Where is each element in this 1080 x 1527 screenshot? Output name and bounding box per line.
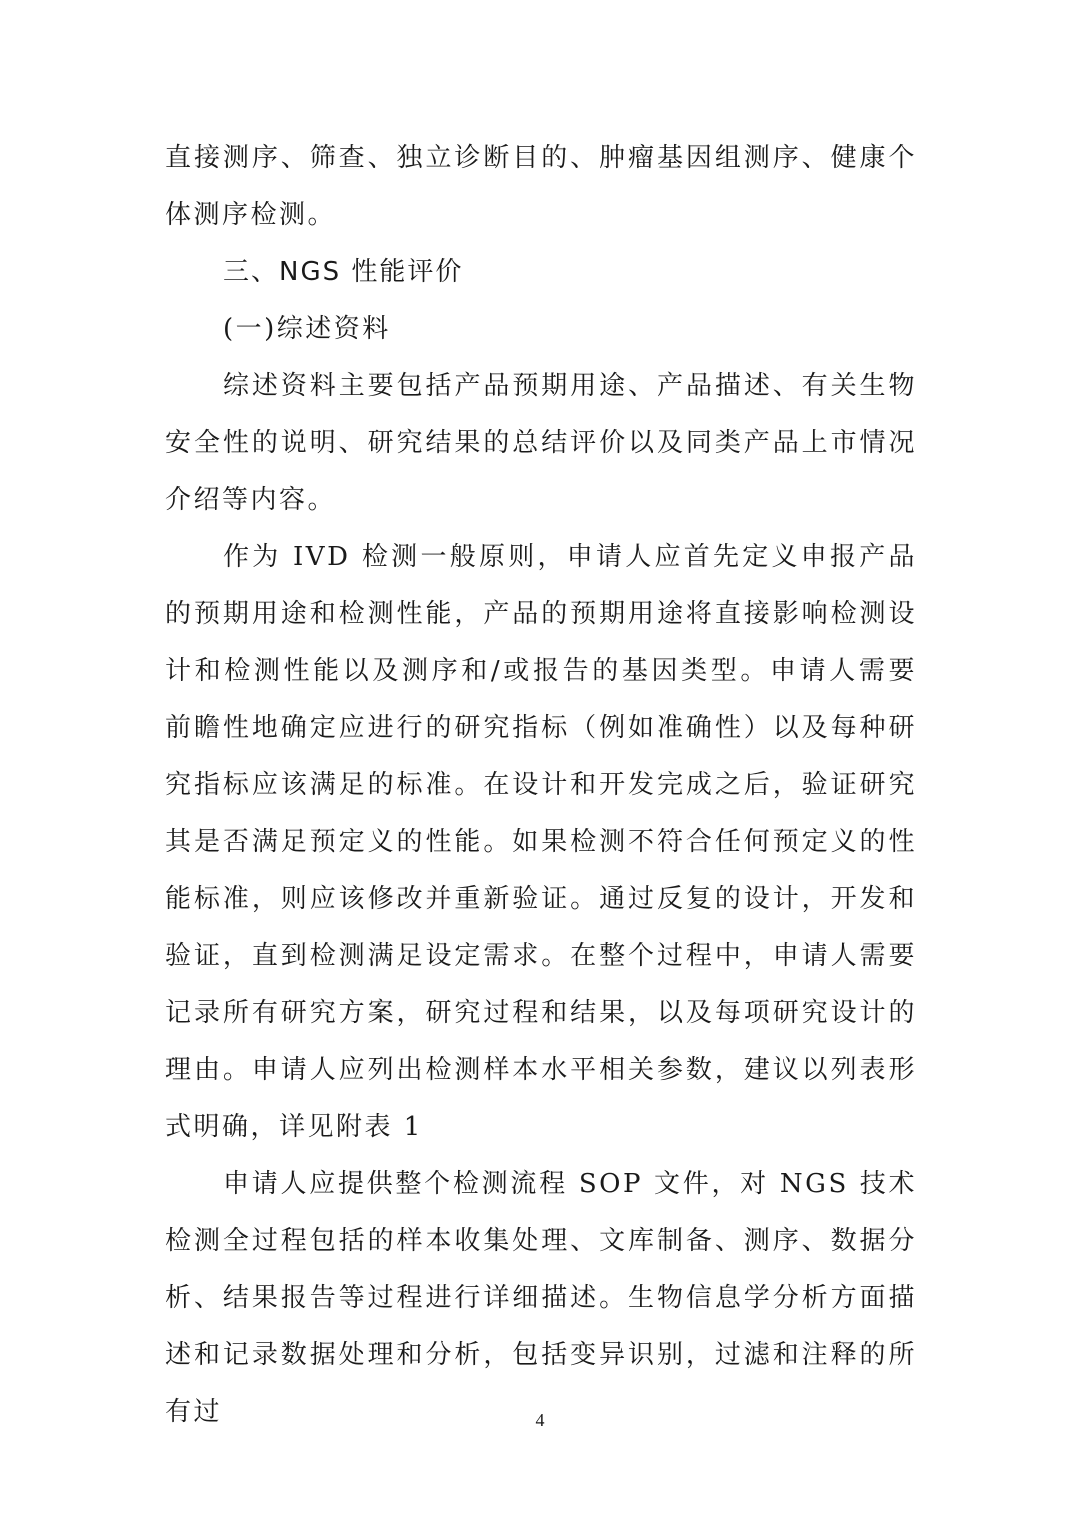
- document-body: [165, 130, 917, 1441]
- paragraph-intro-continuation: 直接测序、筛查、独立诊断目的、肿瘤基因组测序、健康个体测序检测。: [165, 143, 917, 230]
- subsection-heading: (一)综述资料: [223, 314, 391, 344]
- page-number: 4: [535, 1410, 545, 1430]
- paragraph-ivd-principles: 作为 IVD 检测一般原则，申请人应首先定义申报产品的预期用途和检测性能，产品的预期用途将直接影响检测设计和检测性能以及测序和/或报告的基因类型。申请人需要前瞻性地确定应进行的研究指标（例如准确性）以及每种研究指标应该满足的标准。在设计和开发完成之后，验证研究其是否满足预定义的性能。如果检测不符合任何预定义的性能标准，则应该修改并重新验证。通过反复的设计，开发和验证，直到检测满足设定需求。在整个过程中，申请人需要记录所有研究方案，研究过程和结果，以及每项研究设计的理由。申请人应列出检测样本水平相关参数，建议以列表形式明确，详见附表 1: [165, 542, 917, 1142]
- paragraph-overview: 综述资料主要包括产品预期用途、产品描述、有关生物安全性的说明、研究结果的总结评价以及同类产品上市情况介绍等内容。: [165, 371, 917, 515]
- paragraph-sop: 申请人应提供整个检测流程 SOP 文件，对 NGS 技术检测全过程包括的样本收集处理、文库制备、测序、数据分析、结果报告等过程进行详细描述。生物信息学分析方面描述和记录数据处理和分析，包括变异识别，过滤和注释的所有过: [165, 1169, 917, 1427]
- section-heading: 三、NGS 性能评价: [223, 257, 464, 287]
